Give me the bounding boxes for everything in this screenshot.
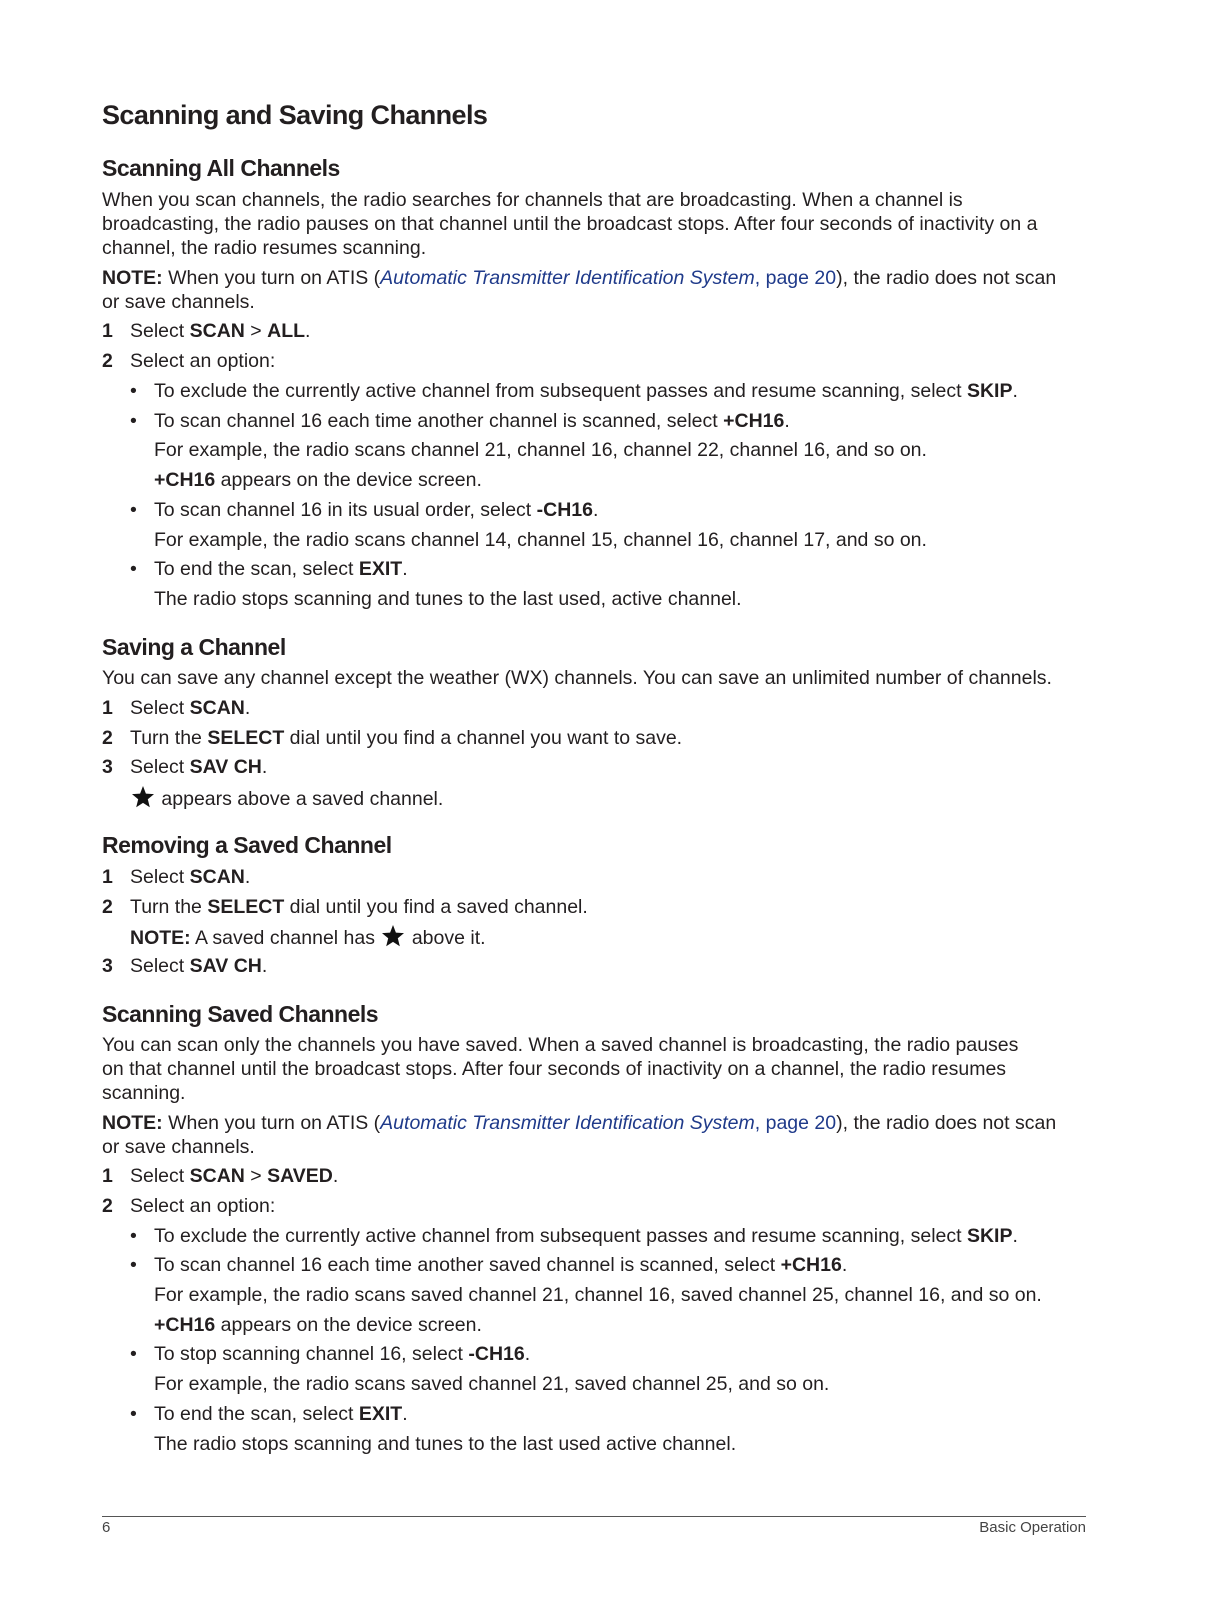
s1-note-line-2: or save channels. (102, 291, 255, 313)
heading-removing-a-saved-channel: Removing a Saved Channel (102, 832, 392, 858)
bullet-icon: • (130, 1254, 137, 1276)
bullet-icon: • (130, 558, 137, 580)
s4-intro-line-1: You can scan only the channels you have saved. When a saved channel is broadcasting, the radio pauses (102, 1034, 1019, 1056)
bullet-icon: • (130, 499, 137, 521)
bullet-icon: • (130, 1403, 137, 1425)
s2-intro: You can save any channel except the weather (WX) channels. You can save an unlimited number of channels. (102, 667, 1052, 689)
heading-saving-a-channel: Saving a Channel (102, 634, 286, 660)
atis-link[interactable]: Automatic Transmitter Identification System, page 20 (380, 1112, 837, 1134)
bullet-icon: • (130, 1225, 137, 1247)
s4-note: NOTE: When you turn on ATIS (Automatic Transmitter Identification System, page 20), the radio does not scan (102, 1112, 1057, 1134)
bullet-icon: • (130, 380, 137, 402)
page-number: 6 (102, 1519, 111, 1536)
s1-intro-line-3: channel, the radio resumes scanning. (102, 237, 427, 259)
heading-scanning-saved-channels: Scanning Saved Channels (102, 1001, 379, 1027)
star-icon (380, 924, 406, 948)
star-icon (130, 785, 156, 809)
bullet-icon: • (130, 1343, 137, 1365)
s4-note-line-2: or save channels. (102, 1136, 255, 1158)
footer-section-title: Basic Operation (979, 1519, 1086, 1536)
s1-intro-line-2: broadcasting, the radio pauses on that channel until the broadcast stops. After four seconds of inactivity on a (102, 213, 1038, 235)
page-title: Scanning and Saving Channels (102, 100, 488, 130)
s1-intro-line-1: When you scan channels, the radio searches for channels that are broadcasting. When a channel is (102, 189, 963, 211)
atis-link[interactable]: Automatic Transmitter Identification System, page 20 (380, 267, 837, 289)
note-label: NOTE: (102, 267, 163, 289)
s4-intro-line-3: scanning. (102, 1082, 186, 1104)
s1-note: NOTE: When you turn on ATIS (Automatic Transmitter Identification System, page 20), the radio does not scan (102, 267, 1057, 289)
heading-scanning-all-channels: Scanning All Channels (102, 155, 340, 181)
footer-divider (102, 1516, 1086, 1517)
bullet-icon: • (130, 410, 137, 432)
s4-intro-line-2: on that channel until the broadcast stops. After four seconds of inactivity on a channel, the radio resumes (102, 1058, 1007, 1080)
